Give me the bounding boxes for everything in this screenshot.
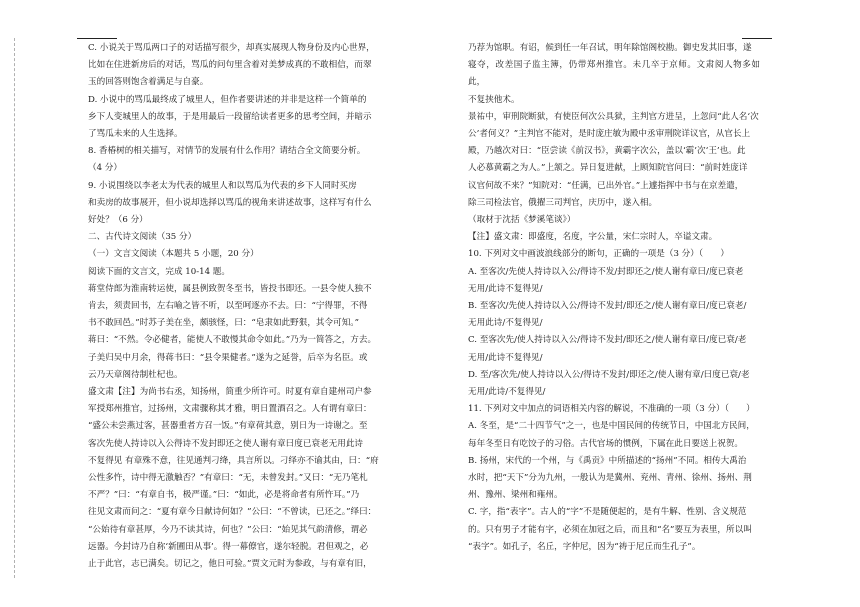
text-line: 好处？（6 分） <box>88 215 148 226</box>
text-line: C. 字，指“表字”。古人的“字”不是随便起的，是有牛解、性别、含义规范 <box>468 507 747 518</box>
text-line: 云乃天章阁待制杜杞也。 <box>88 369 183 380</box>
text-line: 远器。今封诗乃自称‘新圃田从事’。得一幕僚官，遂尔轻脱。君但观之，必 <box>88 541 369 552</box>
text-line: 乃荐为馆职。有诏，候到任一年召试，明年除馆阁校勘。御史发其旧事，遂 <box>468 43 752 53</box>
text-line: “公始待有章甚厚，今乃不读其诗，何也？”公曰：“始见其气韵清修，谓必 <box>88 524 368 535</box>
text-line: 不复得见 有章殊不意，往见通判刁绛，具言所以。刁绎亦不谕其由，曰：“府 <box>88 455 379 466</box>
text-line: 除三司检法官，俄擢三司判官，庆历中，遂入相。 <box>468 197 658 208</box>
text-line: A. 至客次/先使人持诗以入公/得诗不发/封即还之/使人谢有章曰/度已衰老 <box>468 266 744 277</box>
text-line: 每年冬至日有吃饺子的习俗。古代官场的惯例，下属在此日要送上祝贺。 <box>468 438 744 449</box>
text-line: 子美归吴中月余，得蒋书曰：“县令果健者。”遂为之延誉，后卒为名臣。或 <box>88 352 368 363</box>
text-line: 11. 下列对文中加点的词语相关内容的解说，不准确的一项（3 分）（ ） <box>468 404 755 415</box>
text-line: （取材于沈括《梦溪笔谈》） <box>468 215 576 226</box>
text-line: 寝夺，改差国子监主簿，仍带郑州推官。未几卒于京师。文肃阅人物多如此， <box>468 60 760 88</box>
text-line: 军授郑州推官，过扬州，文肃骤称其才雅，明日置酒召之。人有谓有章曰： <box>88 404 372 415</box>
text-line: （4 分） <box>88 163 122 174</box>
text-line: 和卖房的故事展开，但小说却选择以骂瓜的视角来讲述故事，这样写有什么 <box>88 197 372 208</box>
text-line: 肯去，须责回书，左右喻之皆不听，以至呵逐亦不去。曰：“宁得罪，不得 <box>88 301 368 312</box>
text-line: “表字”。如孔子，名丘，字仲尼，因为“祷于尼丘而生孔子”。 <box>468 541 701 552</box>
binding-margin-rule <box>14 38 15 578</box>
text-line: B. 扬州，宋代的一个州，与《禹贡》中所描述的“扬州”不同。相传大禹治 <box>468 455 747 466</box>
text-line: 的。只有男子才能有字，必须在加冠之后，而且和“名”要互为表里，所以叫 <box>468 524 752 535</box>
text-line: 9. 小说围绕以李老太为代表的城里人和以骂瓜为代表的乡下人同时买房 <box>88 180 357 191</box>
text-line: C. 至客次先/使人持诗以入公/得诗不发封/即还之/使人谢有章曰/度已衰/老 <box>468 335 747 346</box>
text-line: 蒋曰：“不然。令必健者，能使人不敢慢其命令如此。”乃为一简答之，方去。 <box>88 335 377 346</box>
text-line: 书不敢回邑。”时苏子美在坐，颇骇怪，曰：“皂隶如此野狠，其令可知。” <box>88 318 359 329</box>
left-text-column <box>88 40 393 573</box>
text-line: 公’者何义？”主判官不能对，是时庞庄敏为殿中丞审刑院详议官，从官长上 <box>468 129 751 140</box>
text-line: A. 冬至，是“二十四节气”之一，也是中国民间的传统节日，中国北方民间， <box>468 421 755 432</box>
text-line: 玉的回答则饱含着满足与自豪。 <box>88 77 209 88</box>
text-line: 殿，乃越次对曰：“臣尝读《前汉书》，黄霸字次公，盖以‘霸’次‘王’也。此 <box>468 146 746 157</box>
header-rule-left <box>77 38 117 39</box>
text-line: （一）文言文阅读（本题共 5 小题，20 分） <box>88 249 259 260</box>
text-line: 了骂瓜未来的人生选择。 <box>88 129 183 140</box>
text-line: 无用/此诗/不复得见/ <box>468 387 546 398</box>
text-line: 不复挟他术。 <box>468 94 520 105</box>
text-line: 无用/此诗不复得见/ <box>468 352 543 363</box>
text-line: 8. 香椿树的相关描写，对情节的发展有什么作用？请结合全文简要分析。 <box>88 146 366 157</box>
text-line: 州、豫州、梁州和雍州。 <box>468 490 563 501</box>
text-line: 二、古代诗文阅读（35 分） <box>88 232 197 243</box>
right-text-column <box>468 40 760 556</box>
text-line: C. 小说关于骂瓜两口子的对话描写很少，却真实展现人物身份及内心世界， <box>88 43 375 53</box>
text-line: 【注】盛文肃：即盛度，名度，字公量，宋仁宗时人，卒谥文肃。 <box>468 232 718 243</box>
text-line: 蒋堂侍郎为淮南转运使，属县例致贺冬至书，皆投书即还。一县令使人独不 <box>88 283 372 294</box>
text-line: 无用/此诗不复得见/ <box>468 283 543 294</box>
header-rule-right <box>742 38 772 39</box>
text-line: 比如在住进新房后的对话，骂瓜的问句里含着对美梦成真的不敢相信，而翠 <box>88 60 372 71</box>
text-line: B. 至客次/先使人持诗以入公/得诗不发封/即还之/使人谢有章曰/度已衰老/ <box>468 301 747 312</box>
text-line: 公性多忤，诗中得无激触否？”有章曰：“无，未曾发封。”又曰：“无乃笔札 <box>88 473 368 484</box>
text-line: 议官何故不来？”知院对：“任满，已出外官。”上遽指挥中书与在京差遣， <box>468 180 744 191</box>
text-line: 盛文肃【注】为尚书右丞，知扬州，简重少所许可。时夏有章自建州司户参 <box>88 387 372 398</box>
text-line: “盛公未尝燕过客，甚器重者方召一饭。”有章荷其意，别日为一诗谢之。至 <box>88 421 368 432</box>
text-line: 阅读下面的文言文，完成 10-14 题。 <box>88 266 230 277</box>
text-line: D. 至/客次先/使人持诗以入公/得诗不发封/即还之/使人谢有章/曰度已衰/老 <box>468 369 750 380</box>
text-line: 水时，把“天下”分为九州，一般认为是冀州、兖州、青州、徐州、扬州、荆 <box>468 473 752 484</box>
text-line: 无用此诗/不复得见/ <box>468 318 543 329</box>
text-line: 客次先使人持诗以入公得诗不发封即还之使人谢有章曰度已衰老无用此诗 <box>88 438 364 449</box>
text-line: 不严？”曰：“有章自书，极严谨。”曰：“如此，必是将命者有所忤耳。”乃 <box>88 490 360 501</box>
text-line: 止于此官，志已满矣。切记之，他日可验。”贾文元时为参政，与有章有旧， <box>88 559 372 570</box>
text-line: 乡下人变城里人的故事，于是用最后一段留给读者更多的思考空间，并暗示 <box>88 111 372 122</box>
text-line: 人必慕黄霸之为人。”上颔之。异日复进献，上顾知院官问曰：“前时姓庞详 <box>468 163 748 174</box>
text-line: 往见文肃而问之：“夏有章今日献诗何如？”公曰：“不曾读，已还之。”绎曰： <box>88 507 377 518</box>
text-line: D. 小说中的骂瓜最终成了城里人，但作者要讲述的并非是这样一个简单的 <box>88 94 367 105</box>
text-line: 10. 下列对文中画波浪线部分的断句，正确的一项是（3 分）（ ） <box>468 249 729 260</box>
text-line: 景祐中，审刑院断狱，有使臣何次公具狱，主判官方进呈，上忽问“此人名‘次 <box>468 111 759 122</box>
